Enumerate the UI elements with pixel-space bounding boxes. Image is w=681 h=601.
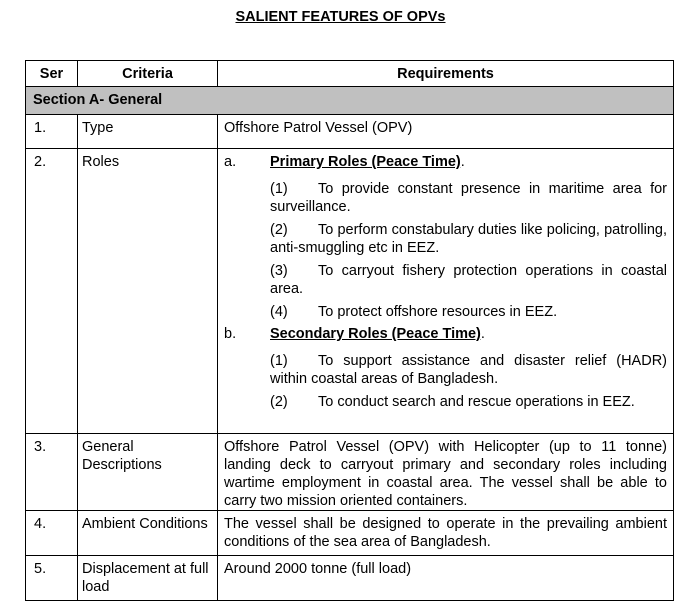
features-table [25, 60, 674, 601]
list-item: (1) To support assistance and disaster relief (HADR) within coastal areas of Bangladesh. [270, 353, 667, 387]
criteria-cell: Ambient Conditions [78, 511, 218, 556]
header-row [26, 61, 674, 87]
list-item: (4) To protect offshore resources in EEZ. [270, 304, 558, 320]
secondary-heading: Secondary Roles (Peace Time) [270, 326, 481, 342]
header-requirements: Requirements [218, 61, 674, 87]
criteria-cell: General Descriptions [78, 434, 218, 511]
table-row [26, 511, 674, 556]
requirement-cell: Offshore Patrol Vessel (OPV) with Helicopter (up to 11 tonne) landing deck to carryout primary and secondary roles including wartime employment in coastal area. The vessel shall be able to carry two mission oriented containers. [218, 434, 674, 511]
section-row [26, 87, 674, 115]
list-item: (2) To perform constabulary duties like policing, patrolling, anti-smuggling etc in EEZ. [270, 222, 667, 256]
primary-heading: Primary Roles (Peace Time) [270, 154, 461, 170]
criteria-cell: Roles [78, 149, 218, 434]
ser-cell: 2. [26, 149, 78, 434]
table-row [26, 556, 674, 601]
document-title: SALIENT FEATURES OF OPVs [235, 9, 446, 25]
requirement-cell: Offshore Patrol Vessel (OPV) [218, 115, 674, 149]
header-criteria: Criteria [78, 61, 218, 87]
table-row [26, 115, 674, 149]
primary-roles: a. Primary Roles (Peace Time). [224, 154, 465, 170]
requirement-cell: The vessel shall be designed to operate in the prevailing ambient conditions of the sea area of Bangladesh. [218, 511, 674, 556]
header-ser: Ser [26, 61, 78, 87]
secondary-label: b. [224, 326, 237, 342]
criteria-cell: Displacement at full load [78, 556, 218, 601]
list-item: (3) To carryout fishery protection operations in coastal area. [270, 263, 667, 297]
section-a-title: Section A- General [26, 87, 674, 115]
list-item: (2) To conduct search and rescue operations in EEZ. [270, 394, 635, 410]
roles-cell [218, 149, 674, 434]
secondary-roles: b. Secondary Roles (Peace Time). [224, 326, 485, 342]
primary-label: a. [224, 154, 237, 170]
ser-cell: 3. [26, 434, 78, 511]
ser-cell: 5. [26, 556, 78, 601]
criteria-cell: Type [78, 115, 218, 149]
requirement-cell: Around 2000 tonne (full load) [218, 556, 674, 601]
ser-cell: 1. [26, 115, 78, 149]
table-row [26, 434, 674, 511]
list-item: (1) To provide constant presence in maritime area for surveillance. [270, 181, 667, 215]
table-row [26, 149, 674, 434]
ser-cell: 4. [26, 511, 78, 556]
